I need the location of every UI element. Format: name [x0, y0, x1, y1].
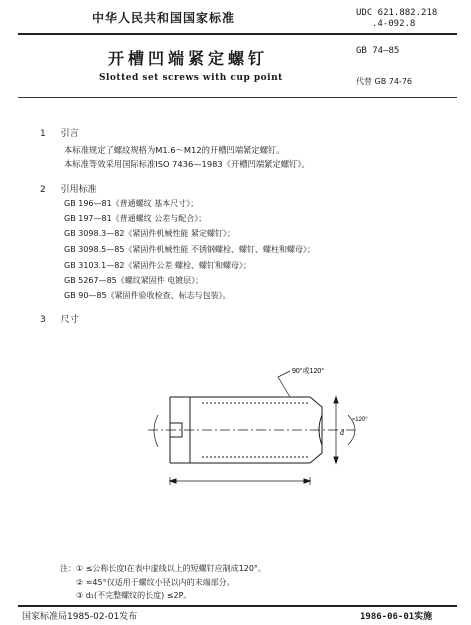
note-2: ② ≈45°仅适用于螺纹小径以内的末端部分。: [76, 578, 235, 587]
reference-item: GB 3098.3—82《紧固件机械性能 紧定螺钉》；: [64, 229, 235, 238]
reference-item: GB 3103.1—82《紧固件公差 螺栓、螺钉和螺母》；: [64, 261, 251, 270]
section-1-heading: [40, 126, 79, 139]
screw-drawing-svg: [140, 355, 390, 505]
section-1-number: 1: [40, 129, 46, 139]
udc-line-1: UDC 621.882.218: [356, 8, 438, 18]
d-label: d: [340, 428, 344, 437]
section-2-heading: [40, 182, 97, 195]
section-1-title: 引言: [60, 129, 79, 139]
section-3-title: 尺寸: [60, 315, 79, 325]
section-3-number: 3: [40, 315, 46, 325]
reference-item: GB 5267—85《螺纹紧固件 电镀层》；: [64, 276, 204, 285]
section-2-number: 2: [40, 185, 46, 195]
section-1-line-1: 本标准规定了螺纹规格为M1.6～M12的开槽凹端紧定螺钉。: [64, 145, 285, 155]
standard-org-header: 中华人民共和国国家标准: [92, 11, 236, 25]
header-rule: [18, 33, 457, 35]
standard-number: GB 74—85: [356, 46, 400, 56]
section-3-heading: [40, 312, 79, 325]
screw-drawing: [140, 355, 390, 509]
section-2-title: 引用标准: [60, 185, 97, 195]
footer-rule: [18, 605, 457, 607]
reference-item: GB 90—85《紧固件验收检查、标志与包装》。: [64, 291, 231, 300]
udc-line-2: .4-092.8: [372, 19, 416, 29]
reference-item: GB 197—81《普通螺纹 公差与配合》；: [64, 214, 207, 223]
note-3: ③ d₁(不完整螺纹的长度) ≤2P。: [76, 591, 192, 600]
document-title-en: Slotted set screws with cup point: [99, 73, 283, 83]
effective-date: 1986-06-01实施: [360, 612, 433, 622]
length-dimension: [170, 477, 310, 485]
reference-item: GB 3098.5—85《紧固件机械性能 不锈钢螺栓、螺钉、螺柱和螺母》；: [64, 245, 315, 254]
note-1: 注：① ≤公称长度l在表中虚线以上的短螺钉应制成120°。: [60, 564, 266, 573]
udc-code: [356, 8, 437, 30]
angle-label: 90°或120°: [292, 368, 325, 375]
reference-item: GB 196—81《普通螺纹 基本尺寸》；: [64, 199, 199, 208]
replaces-note: 代替 GB 74-76: [356, 77, 413, 86]
reference-list: [64, 198, 424, 318]
angle2-label: ≈120°: [352, 417, 368, 423]
issue-date: 国家标准局1985-02-01发布: [22, 612, 138, 622]
left-arc-detail: [154, 415, 158, 447]
angle-leader-1: [278, 371, 290, 397]
section-1-line-2: 本标准等效采用国际标准ISO 7436—1983《开槽凹端紧定螺钉》。: [64, 159, 310, 169]
title-rule: [18, 97, 457, 98]
document-title-cn: 开槽凹端紧定螺钉: [108, 49, 269, 68]
